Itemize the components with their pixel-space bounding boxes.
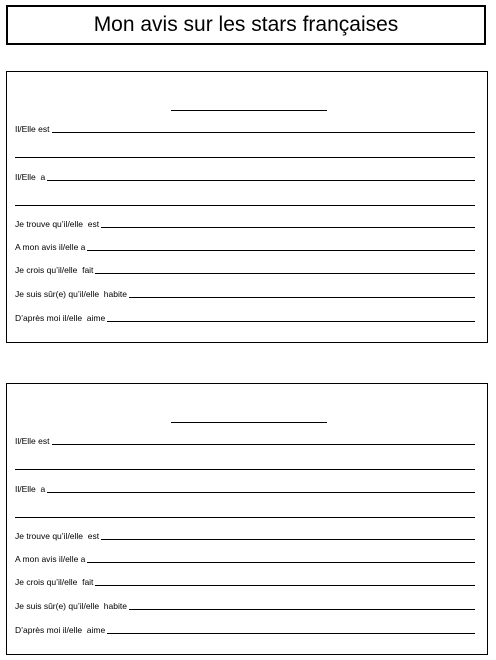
star-opinion-card-1 <box>6 71 488 343</box>
prompt-label: A mon avis il/elle a <box>15 242 86 252</box>
prompt-label: Il/Elle est <box>15 436 50 446</box>
row-je-suis-sur <box>15 287 475 299</box>
prompt-label: Je crois qu’il/elle fait <box>15 265 94 275</box>
prompt-label: Je suis sûr(e) qu’il/elle habite <box>15 601 127 611</box>
star-opinion-card-2 <box>6 383 488 655</box>
prompt-label: D’après moi il/elle aime <box>15 313 106 323</box>
row-continuation <box>15 194 475 206</box>
prompt-label: D’après moi il/elle aime <box>15 625 106 635</box>
row-a-mon-avis <box>15 552 475 564</box>
row-continuation <box>15 146 475 158</box>
answer-blank[interactable] <box>15 516 475 518</box>
answer-blank[interactable] <box>15 468 475 470</box>
star-name-blank[interactable] <box>171 109 327 111</box>
worksheet-title-text: Mon avis sur les stars françaises <box>93 13 399 36</box>
row-d-apres-moi <box>15 311 475 323</box>
prompt-label: Je trouve qu’il/elle est <box>15 531 100 541</box>
answer-blank[interactable] <box>52 131 476 133</box>
row-il-elle-a <box>15 482 475 494</box>
answer-blank[interactable] <box>101 226 475 228</box>
answer-blank[interactable] <box>87 249 475 251</box>
row-je-crois <box>15 263 475 275</box>
row-il-elle-a <box>15 170 475 182</box>
prompt-label: Je suis sûr(e) qu’il/elle habite <box>15 289 127 299</box>
worksheet-title <box>6 5 486 45</box>
row-a-mon-avis <box>15 240 475 252</box>
answer-blank[interactable] <box>15 204 475 206</box>
row-je-crois <box>15 575 475 587</box>
row-je-trouve <box>15 217 475 229</box>
star-name-blank[interactable] <box>171 421 327 423</box>
answer-blank[interactable] <box>107 320 475 322</box>
answer-blank[interactable] <box>129 608 475 610</box>
row-je-trouve <box>15 529 475 541</box>
answer-blank[interactable] <box>129 296 475 298</box>
prompt-label: Je trouve qu’il/elle est <box>15 219 100 229</box>
answer-blank[interactable] <box>15 156 475 158</box>
row-je-suis-sur <box>15 599 475 611</box>
row-il-elle-est <box>15 122 475 134</box>
answer-blank[interactable] <box>95 272 475 274</box>
row-continuation <box>15 506 475 518</box>
answer-blank[interactable] <box>101 538 475 540</box>
row-il-elle-est <box>15 434 475 446</box>
answer-blank[interactable] <box>95 584 475 586</box>
answer-blank[interactable] <box>107 632 475 634</box>
prompt-label: Il/Elle a <box>15 484 46 494</box>
answer-blank[interactable] <box>87 561 475 563</box>
prompt-label: Il/Elle est <box>15 124 50 134</box>
answer-blank[interactable] <box>52 443 476 445</box>
row-continuation <box>15 458 475 470</box>
answer-blank[interactable] <box>47 491 475 493</box>
prompt-label: Je crois qu’il/elle fait <box>15 577 94 587</box>
prompt-label: A mon avis il/elle a <box>15 554 86 564</box>
answer-blank[interactable] <box>47 179 475 181</box>
prompt-label: Il/Elle a <box>15 172 46 182</box>
row-d-apres-moi <box>15 623 475 635</box>
